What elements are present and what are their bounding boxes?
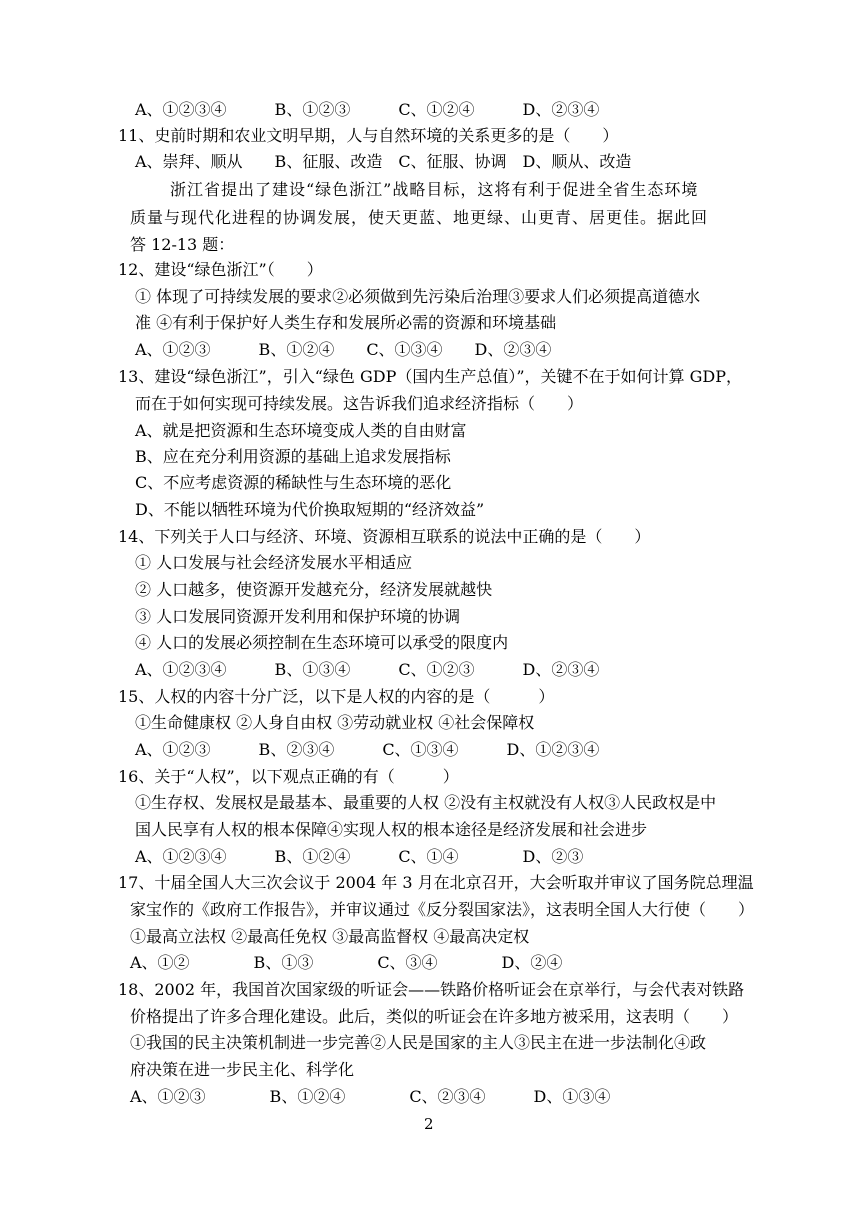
q14-stem: 14、下列关于人口与经济、环境、资源相互联系的说法中正确的是（ ） [118, 527, 651, 546]
q13-stem-2: 而在于如何实现可持续发展。这告诉我们追求经济指标（ ） [135, 394, 584, 413]
q16-options: A、①②③④ B、①②④ C、①④ D、②③ [135, 847, 584, 866]
page-number: 2 [424, 1115, 434, 1133]
q14-options: A、①②③④ B、①③④ C、①②③ D、②③④ [135, 660, 600, 679]
q14-statement-2: ② 人口越多，使资源开发越充分，经济发展就越快 [135, 580, 493, 599]
q13-stem-1: 13、建设“绿色浙江”，引入“绿色 GDP（国内生产总值）”，关键不在于如何计算 GDP， [118, 367, 743, 386]
q10-options: A、①②③④ B、①②③ C、①②④ D、②③④ [135, 100, 600, 119]
q11-options: A、崇拜、顺从 B、征服、改造 C、征服、协调 D、顺从、改造 [135, 152, 632, 171]
q18-stem-2: 价格提出了许多合理化建设。此后，类似的听证会在许多地方被采用，这表明（ ） [130, 1007, 739, 1026]
passage-line-1: 浙江省提出了建设“绿色浙江”战略目标，这将有利于促进全省生态环境 [170, 180, 699, 199]
q13-option-d: D、不能以牺牲环境为代价换取短期的“经济效益” [135, 500, 485, 519]
q18-options: A、①②③ B、①②④ C、②③④ D、①③④ [130, 1087, 611, 1106]
q16-stem: 16、关于“人权”，以下观点正确的有（ ） [118, 767, 459, 786]
q12-options: A、①②③ B、①②④ C、①③④ D、②③④ [135, 340, 552, 359]
q12-stem: 12、建设“绿色浙江”（ ） [118, 260, 323, 279]
q11-stem: 11、史前时期和农业文明早期，人与自然环境的关系更多的是（ ） [118, 126, 619, 145]
q15-options: A、①②③ B、②③④ C、①③④ D、①②③④ [135, 740, 600, 759]
q16-statements-2: 国人民享有人权的根本保障④实现人权的根本途径是经济发展和社会进步 [135, 820, 648, 839]
passage-line-2: 质量与现代化进程的协调发展，使天更蓝、地更绿、山更青、居更佳。据此回 [130, 208, 709, 227]
q13-option-c: C、不应考虑资源的稀缺性与生态环境的恶化 [135, 473, 452, 492]
q14-statement-4: ④ 人口的发展必须控制在生态环境可以承受的限度内 [135, 633, 509, 652]
q17-stem-2: 家宝作的《政府工作报告》，并审议通过《反分裂国家法》，这表明全国人大行使（ ） [130, 900, 755, 919]
passage-line-3: 答 12-13 题： [130, 235, 235, 254]
q14-statement-1: ① 人口发展与社会经济发展水平相适应 [135, 553, 413, 572]
q13-option-a: A、就是把资源和生态环境变成人类的自由财富 [135, 421, 467, 440]
q17-stem-1: 17、十届全国人大三次会议于 2004 年 3 月在北京召开，大会听取并审议了国务院总理温 [118, 873, 754, 892]
q17-statements: ①最高立法权 ②最高任免权 ③最高监督权 ④最高决定权 [130, 927, 530, 946]
q17-options: A、①② B、①③ C、③④ D、②④ [130, 953, 563, 972]
q12-statements-1: ① 体现了可持续发展的要求②必须做到先污染后治理③要求人们必须提高道德水 [135, 287, 701, 306]
q18-stem-1: 18、2002 年，我国首次国家级的听证会——铁路价格听证会在京举行，与会代表对铁路 [118, 980, 745, 999]
q15-statements: ①生命健康权 ②人身自由权 ③劳动就业权 ④社会保障权 [135, 713, 535, 732]
q18-statements-1: ①我国的民主决策机制进一步完善②人民是国家的主人③民主在进一步法制化④政 [130, 1033, 707, 1052]
q12-statements-2: 准 ④有利于保护好人类生存和发展所必需的资源和环境基础 [135, 313, 557, 332]
q14-statement-3: ③ 人口发展同资源开发利用和保护环境的协调 [135, 607, 461, 626]
q13-option-b: B、应在充分利用资源的基础上追求发展指标 [135, 447, 451, 466]
q15-stem: 15、人权的内容十分广泛，以下是人权的内容的是（ ） [118, 687, 555, 706]
q18-statements-2: 府决策在进一步民主化、科学化 [130, 1060, 355, 1079]
q16-statements-1: ①生存权、发展权是最基本、最重要的人权 ②没有主权就没有人权③人民政权是中 [135, 793, 717, 812]
